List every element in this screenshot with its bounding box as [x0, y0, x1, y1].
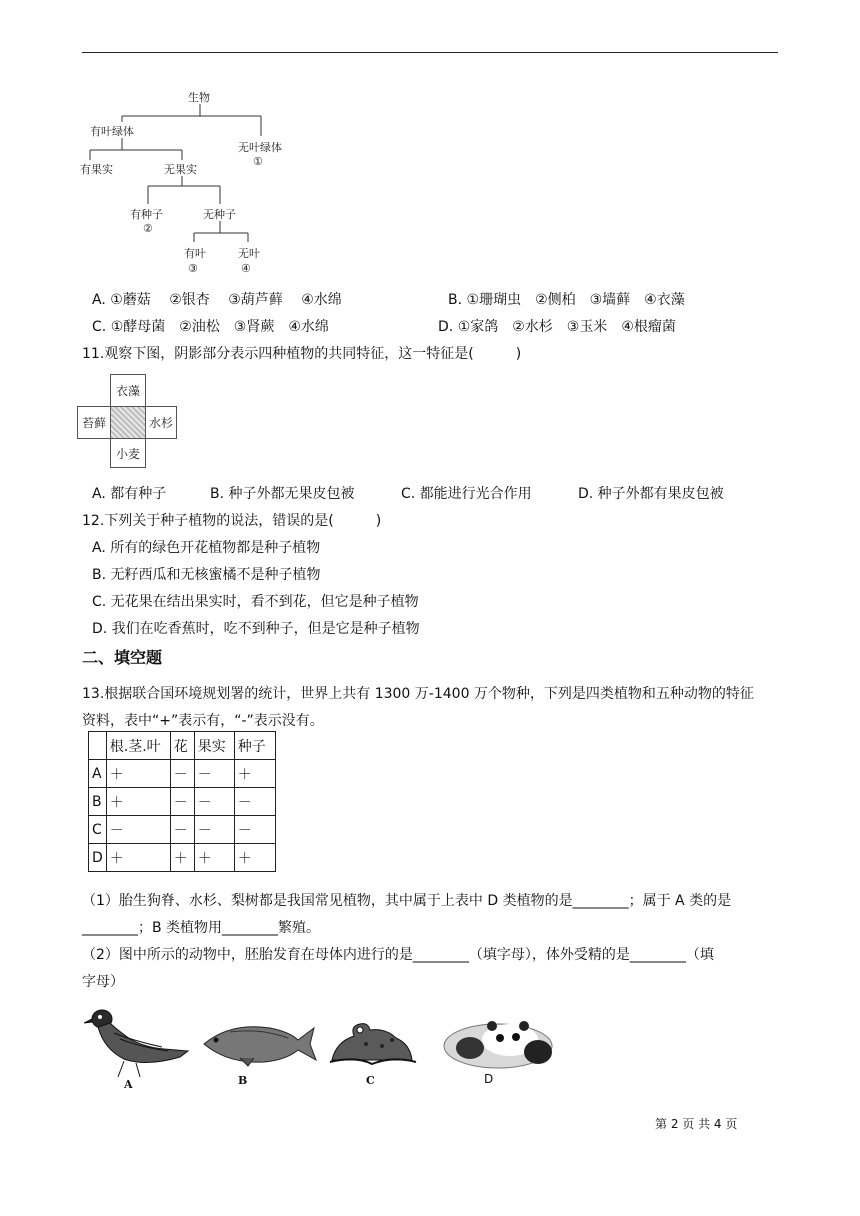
option-text: ①蘑菇 ②银杏 ③葫芦藓 ④水绵 — [110, 292, 342, 308]
table-header-cell: 花 — [170, 732, 194, 760]
q12-option-c: C. 无花果在结出果实时，看不到花，但它是种子植物 — [92, 594, 419, 610]
animal-label-b: B — [238, 1074, 248, 1087]
q11-option-b: B. 种子外都无果皮包被 — [210, 486, 355, 502]
table-cell: ＋ — [234, 844, 275, 872]
frog-image — [326, 1016, 418, 1068]
q13-stem-line-1: 13.根据联合国环境规划署的统计，世界上共有 1300 万-1400 万个物种，下列是四类植物和五种动物的特征 — [82, 686, 754, 702]
option-text: ①酵母菌 ②油松 ③肾蕨 ④水绵 — [110, 319, 329, 335]
tree-node-without-leaf: 无叶 — [238, 247, 260, 260]
table-row — [89, 816, 276, 844]
table-cell: ＋ — [170, 844, 194, 872]
option-text: ①珊瑚虫 ②侧柏 ③墙藓 ④衣藻 — [466, 292, 685, 308]
table-cell: D — [89, 844, 107, 872]
animal-label-c: C — [366, 1074, 375, 1087]
table-cell: ＋ — [106, 760, 170, 788]
q13-sub2-line-2: 字母） — [82, 974, 124, 990]
pigeon-image — [84, 1003, 194, 1081]
table-header-cell: 根.茎.叶 — [106, 732, 170, 760]
fish-image — [200, 1018, 318, 1068]
animal-label-a: A — [124, 1078, 133, 1091]
q13-sub2-line-1: （2）图中所示的动物中，胚胎发育在母体内进行的是________（填字母），体外受精的是________（填 — [82, 947, 714, 963]
q10-option-d — [438, 316, 676, 336]
table-header-cell: 种子 — [234, 732, 275, 760]
table-header-cell — [89, 732, 107, 760]
tree-node-with-leaf: 有叶 — [184, 247, 206, 260]
q12-option-d: D. 我们在吃香蕉时，吃不到种子，但是它是种子植物 — [92, 621, 420, 637]
animal-label-d: D — [484, 1072, 494, 1086]
option-text: ①家鸽 ②水杉 ③玉米 ④根瘤菌 — [457, 319, 676, 335]
table-cell: － — [170, 788, 194, 816]
tree-root: 生物 — [188, 91, 210, 104]
option-letter: C. — [92, 319, 107, 335]
option-letter: D. — [438, 319, 454, 335]
q12-option-b: B. 无籽西瓜和无核蜜橘不是种子植物 — [92, 567, 321, 583]
table-cell: － — [194, 788, 234, 816]
cross-right-cell: 水杉 — [145, 406, 177, 439]
table-cell: C — [89, 816, 107, 844]
panda-image — [440, 1018, 554, 1070]
tree-node-with-seed: 有种子 — [130, 208, 163, 221]
tree-node-without-chloroplast: 无叶绿体 — [238, 141, 282, 154]
table-cell: － — [106, 816, 170, 844]
q10-option-a — [92, 289, 342, 309]
table-cell: ＋ — [234, 760, 275, 788]
cross-left-cell: 苔藓 — [77, 406, 111, 439]
option-letter: A. — [92, 292, 106, 308]
header-rule — [82, 52, 778, 53]
table-header-cell: 果实 — [194, 732, 234, 760]
table-cell: A — [89, 760, 107, 788]
table-cell: B — [89, 788, 107, 816]
q13-feature-table — [88, 731, 276, 872]
tree-marker-3: ③ — [188, 262, 198, 275]
table-cell: － — [194, 760, 234, 788]
table-cell: － — [234, 816, 275, 844]
q11-stem: 11.观察下图，阴影部分表示四种植物的共同特征，这一特征是( ) — [82, 346, 522, 362]
table-cell: ＋ — [194, 844, 234, 872]
table-cell: － — [170, 760, 194, 788]
cross-bottom-cell: 小麦 — [110, 438, 146, 468]
table-cell: － — [170, 816, 194, 844]
option-letter: B. — [448, 292, 463, 308]
q13-stem-line-2: 资料，表中“+”表示有，“-”表示没有。 — [82, 713, 324, 729]
q11-option-d: D. 种子外都有果皮包被 — [578, 486, 724, 502]
tree-node-without-seed: 无种子 — [203, 208, 236, 221]
q11-option-a: A. 都有种子 — [92, 486, 167, 502]
table-cell: ＋ — [106, 844, 170, 872]
section-heading-fill-in: 二、填空题 — [82, 648, 163, 667]
tree-marker-4: ④ — [241, 262, 251, 275]
tree-node-with-fruit: 有果实 — [80, 163, 113, 176]
page-footer: 第 2 页 共 4 页 — [655, 1117, 738, 1131]
tree-marker-1: ① — [253, 155, 263, 168]
table-row — [89, 788, 276, 816]
cross-shaded-center — [110, 406, 146, 439]
table-row — [89, 760, 276, 788]
q10-option-b — [448, 289, 685, 309]
q11-option-c: C. 都能进行光合作用 — [401, 486, 532, 502]
tree-node-with-chloroplast: 有叶绿体 — [90, 125, 134, 138]
q12-stem: 12.下列关于种子植物的说法，错误的是( ) — [82, 513, 382, 529]
table-cell: ＋ — [106, 788, 170, 816]
q12-option-a: A. 所有的绿色开花植物都是种子植物 — [92, 540, 321, 556]
table-cell: － — [194, 816, 234, 844]
tree-marker-2: ② — [143, 222, 153, 235]
tree-node-without-fruit: 无果实 — [164, 163, 197, 176]
q10-option-c — [92, 316, 329, 336]
table-row — [89, 844, 276, 872]
q13-sub1-line-1: （1）胎生狗脊、水杉、梨树都是我国常见植物，其中属于上表中 D 类植物的是________；属于 A 类的是 — [82, 893, 732, 909]
q13-sub1-line-2: ________；B 类植物用________繁殖。 — [82, 920, 321, 936]
cross-top-cell: 衣藻 — [110, 374, 146, 407]
table-cell: － — [234, 788, 275, 816]
table-header-row — [89, 732, 276, 760]
